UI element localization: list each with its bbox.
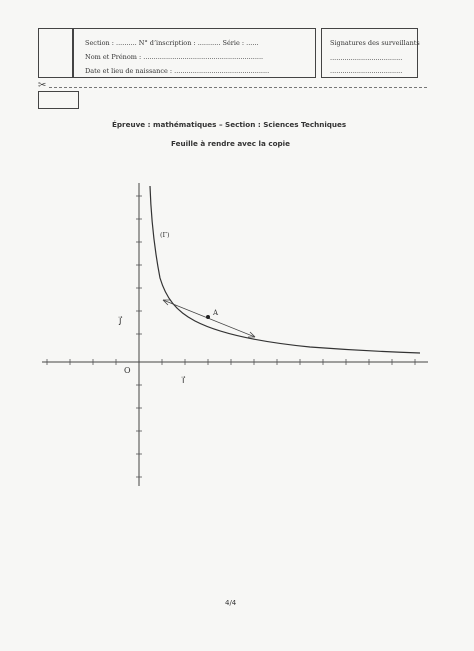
point-a-label: A bbox=[213, 309, 219, 317]
scissors-icon: ✂ bbox=[38, 80, 47, 91]
birth-line: Date et lieu de naissance : .............................................. bbox=[85, 67, 270, 75]
i-vector-label: i⃗ bbox=[182, 376, 185, 386]
page-number: 4/4 bbox=[225, 599, 237, 607]
signatures-label: Signatures des surveillants bbox=[330, 39, 420, 47]
exam-title: Épreuve : mathématiques – Section : Sciences Techniques bbox=[112, 120, 347, 129]
signatures-dots-1: ................................... bbox=[330, 54, 403, 62]
origin-label: O bbox=[124, 366, 131, 375]
signatures-dots-2: ................................... bbox=[330, 67, 403, 75]
curve-gamma bbox=[150, 186, 420, 353]
point-a bbox=[206, 315, 210, 319]
curve-label: (Γ) bbox=[160, 231, 170, 239]
exam-subtitle: Feuille à rendre avec la copie bbox=[171, 139, 291, 148]
section-line: Section : .......... N° d’inscription : ........... Série : ...... bbox=[85, 39, 259, 47]
j-vector-label: j⃗ bbox=[119, 316, 122, 326]
name-line: Nom et Prénom : .......................................................... bbox=[85, 53, 264, 61]
